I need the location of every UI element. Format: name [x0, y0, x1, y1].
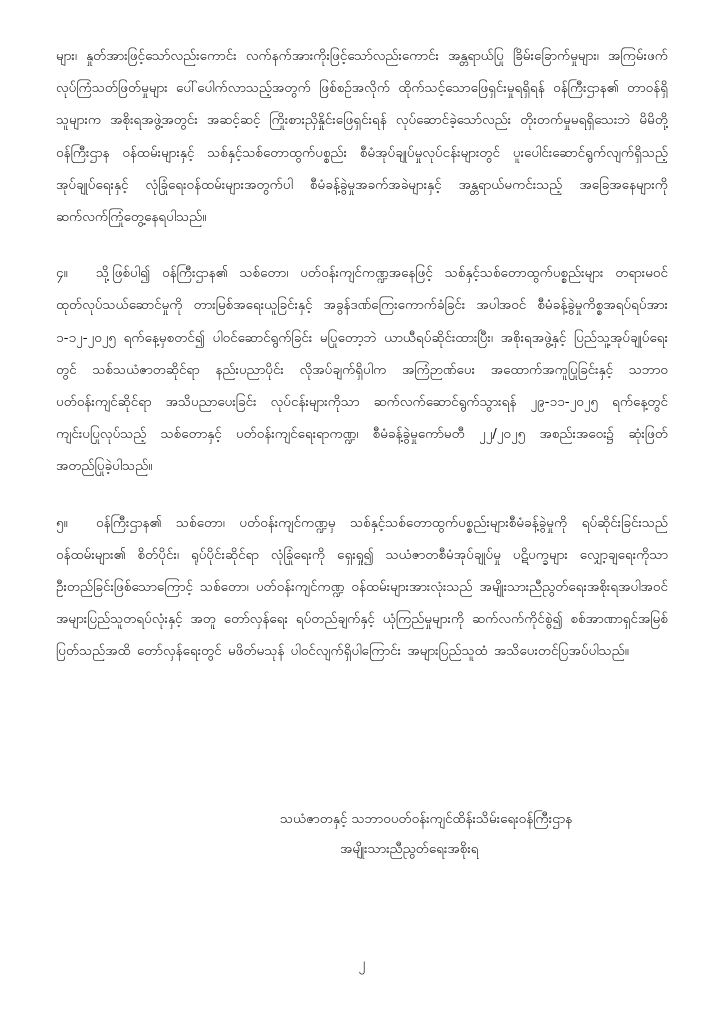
- paragraph-text: ဝန်ကြီးဌာန၏ သစ်တော၊ ပတ်ဝန်းကျင်ကဏ္ဍမှ သစ်နှင့်သစ်တောထွက်ပစ္စည်းများစီမံခန့်ခွဲမှုကို ရပ်ဆိုင်းခြင်းသည် ဝန်ထမ်းများ၏ စိတ်ပိုင်း၊ ရုပ်ပိုင်းဆိုင်ရာ လုံခြုံရေးကို ရှေးရှု၍ သယံဇာတစီမံအုပ်ချုပ်မှု ပဋိပက္ခများ လျှော့ချရေးကိုသာ ဦးတည်ခြင်းဖြစ်သောကြောင့် သစ်တော၊ ပတ်ဝန်းကျင်ကဏ္ဍ ဝန်ထမ်းများအားလုံးသည် အမျိုးသားညီညွတ်ရေးအစိုးရအပါအဝင် အများပြည်သူတရပ်လုံးနှင့် အတူ တော်လှန်ရေး ရပ်တည်ချက်နှင့် ယုံကြည်မှုများကို ဆက်လက်ကိုင်စွဲ၍ စစ်အာဏာရှင်အမြစ်ပြတ်သည်အထိ တော်လှန်ရေးတွင် မဖိတ်မသုန် ပါဝင်လျက်ရှိပါကြောင်း အများပြည်သူထံ အသိပေးတင်ပြအပ်ပါသည်။: [56, 514, 668, 660]
- signature-block: [280, 804, 700, 864]
- document-body: [56, 40, 668, 692]
- paragraph-text: များ၊ နှုတ်အားဖြင့်သော်လည်းကောင်း လက်နက်အားကိုးဖြင့်သော်လည်းကောင်း အန္တရာယ်ပြု ခြိမ်းခြောက်မှုများ၊ အကြမ်းဖက် လုပ်ကြံသတ်ဖြတ်မှုများ ပေါ်ပေါက်လာသည့်အတွက် ဖြစ်စဉ်အလိုက် ထိုက်သင့်သောဖြေရှင်းမှုရရှိရန် ဝန်ကြီးဌာန၏ တာဝန်ရှိသူများက အစိုးရအဖွဲ့အတွင်း အဆင့်ဆင့် ကြိုးစားညှိနှိုင်းဖြေရှင်းရန် လုပ်ဆောင်ခဲ့သော်လည်း တိုးတက်မှုမရရှိသေးဘဲ မိမိတို့ ဝန်ကြီးဌာန ဝန်ထမ်းများနှင့် သစ်နှင့်သစ်တောထွက်ပစ္စည်း စီမံအုပ်ချုပ်မှုလုပ်ငန်းများတွင် ပူးပေါင်းဆောင်ရွက်လျက်ရှိသည့် အုပ်ချုပ်ရေးနှင့် လုံခြုံရေးဝန်ထမ်းများအတွက်ပါ စီမံခန့်ခွဲမှုအခက်အခဲများနှင့် အန္တရာယ်မကင်းသည့် အခြေအနေများကို ဆက်လက်ကြုံတွေ့နေရပါသည်။: [56, 48, 668, 226]
- paragraph-4: [56, 257, 668, 482]
- paragraph-text: သို့ဖြစ်ပါ၍ ဝန်ကြီးဌာန၏ သစ်တော၊ ပတ်ဝန်းကျင်ကဏ္ဍအနေဖြင့် သစ်နှင့်သစ်တောထွက်ပစ္စည်းများ တရားမဝင်ထုတ်လုပ်သယ်ဆောင်မှုကို တားမြစ်အရေးယူခြင်းနှင့် အခွန်ဒဏ်ကြေးကောက်ခံခြင်း အပါအဝင် စီမံခန့်ခွဲမှုကိစ္စအရပ်ရပ်အား ၁-၁၂-၂၀၂၅ ရက်နေ့မှစတင်၍ ပါဝင်ဆောင်ရွက်ခြင်း မပြုတော့ဘဲ ယာယီရပ်ဆိုင်းထားပြီး၊ အစိုးရအဖွဲ့နှင့် ပြည်သူ့အုပ်ချုပ်ရေးတွင် သစ်သယံဇာတဆိုင်ရာ နည်းပညာပိုင်း လိုအပ်ချက်ရှိပါက အကြံဉာဏ်ပေး အထောက်အကူပြုခြင်းနှင့် သဘာဝပတ်ဝန်းကျင်ဆိုင်ရာ အသိပညာပေးခြင်း လုပ်ငန်းများကိုသာ ဆက်လက်ဆောင်ရွက်သွားရန် ၂၉-၁၁-၂၀၂၅ ရက်နေ့တွင် ကျင်းပပြုလုပ်သည့် သစ်တောနှင့် ပတ်ဝန်းကျင်ရေးရာကဏ္ဍ၊ စီမံခန့်ခွဲမှုကော်မတီ ၂၂/၂၀၂၅ အစည်းအဝေး၌ ဆုံးဖြတ်အတည်ပြုခဲ့ပါသည်။: [56, 265, 668, 475]
- page-number: ၂: [358, 956, 366, 972]
- signature-ministry: သယံဇာတနှင့် သဘာဝပတ်ဝန်းကျင်ထိန်းသိမ်းရေးဝန်ကြီးဌာန: [280, 811, 573, 827]
- paragraph-5: [56, 507, 668, 668]
- paragraph-number: ၄။: [56, 265, 68, 282]
- paragraph-continuation: [56, 40, 668, 233]
- signature-government: အမျိုးသားညီညွတ်ရေးအစိုးရ: [340, 841, 479, 857]
- paragraph-number: ၅။: [56, 514, 68, 531]
